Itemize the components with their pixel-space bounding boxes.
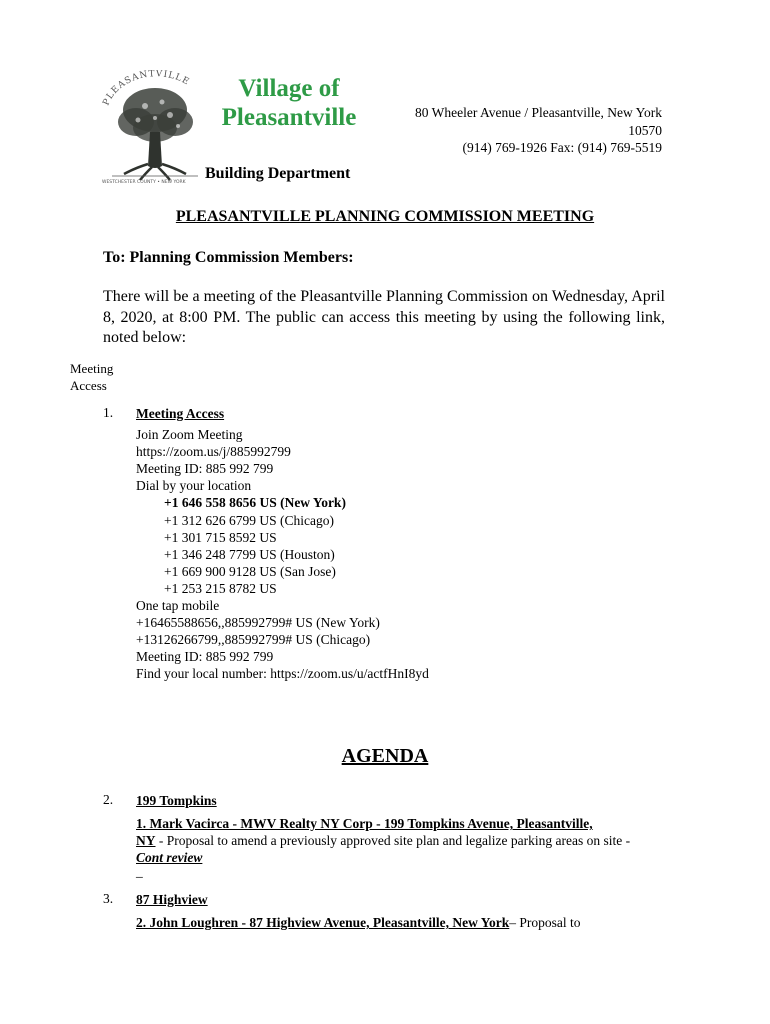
margin-label [70,360,130,394]
meeting-title: PLEASANTVILLE PLANNING COMMISSION MEETING [175,208,595,225]
agenda-title: AGENDA [341,745,429,767]
item-1-heading: Meeting Access [136,406,225,421]
item-number-1: 1. [103,405,114,420]
one-tap-number[interactable]: +16465588656,,885992799# US (New York) [136,615,380,631]
item-2-body [136,792,636,878]
item-2-subheading-cont: NY [136,833,156,849]
tree-seal-icon [100,70,210,190]
intro-paragraph: There will be a meeting of the Pleasantville Planning Commission on Wednesday, April 8, 2020, at 8:00 PM. The public can access this meeting by using the following link, noted below: [103,288,665,346]
item-2-heading: 199 Tompkins [136,793,217,808]
meeting-id: Meeting ID: 885 992 799 [136,461,274,477]
to-line: To: Planning Commission Members: [103,249,354,266]
department-name: Building Department [205,165,351,182]
dial-label: Dial by your location [136,478,252,494]
item-1-body [136,405,429,683]
item-2-description: - Proposal to amend a previously approved site plan and legalize parking areas on site - [155,833,631,849]
margin-label-line2: Access [70,378,107,393]
item-3-heading: 87 Highview [136,892,208,907]
dial-number: +1 253 215 8782 US [164,580,277,596]
dial-number: +1 312 626 6799 US (Chicago) [164,512,334,528]
seal-bottom-text: WESTCHESTER COUNTY • NEW YORK [102,180,186,185]
address-line2: 10570 [628,122,662,138]
one-tap-number[interactable]: +13126266799,,885992799# US (Chicago) [136,632,371,648]
zoom-link[interactable]: https://zoom.us/j/885992799 [136,444,291,460]
item-2-subheading: 1. Mark Vacirca - MWV Realty NY Corp - 199 Tompkins Avenue, Pleasantville, [136,816,593,832]
item-number-2: 2. [103,792,114,807]
village-seal-logo [100,70,210,190]
meeting-id: Meeting ID: 885 992 799 [136,649,274,665]
dial-number: +1 646 558 8656 US (New York) [164,495,346,511]
address-line3: (914) 769-1926 Fax: (914) 769-5519 [462,140,662,155]
seal-arc-text: PLEASANTVILLE [101,70,192,108]
address-line1: 80 Wheeler Avenue / Pleasantville, New York [415,105,662,120]
dial-number: +1 301 715 8592 US [164,529,277,545]
item-3-subheading: 2. John Loughren - 87 Highview Avenue, Pleasantville, New York [136,915,510,931]
dial-number: +1 669 900 9128 US (San Jose) [164,563,336,579]
dial-number: +1 346 248 7799 US (Houston) [164,546,335,562]
item-2-trailing: _ [136,864,143,880]
address-block [415,104,662,157]
item-number-3: 3. [103,891,114,906]
dial-number-list [136,494,429,597]
item-2-status: Cont review [136,850,203,866]
village-name-line1: Village of [238,75,340,102]
village-name [218,74,360,132]
margin-label-line1: Meeting [70,361,114,376]
one-tap-label: One tap mobile [136,598,220,614]
item-3-description: – Proposal to [509,915,581,931]
join-zoom-text: Join Zoom Meeting [136,427,243,443]
village-name-line2: Pleasantville [221,104,357,131]
item-3-body [136,891,656,931]
local-number-link[interactable]: Find your local number: https://zoom.us/u/actfHnI8yd [136,666,429,682]
